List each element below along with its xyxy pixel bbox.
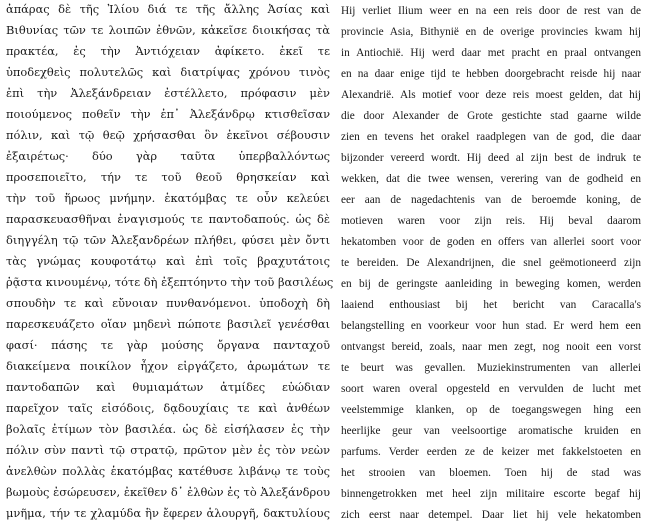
greek-text-line: ἀπάρας δὲ τῆς Ἰλίου διά τε τῆς ἄλλης Ἀσίας καὶ bbox=[6, 2, 330, 16]
dutch-text-line: ontvangst bereid, zoals, naar men zegt, nog nooit een vorst bbox=[341, 341, 641, 353]
dutch-text-line: bijzonder vereerd wordt. Hij deed al zijn best de indruk te bbox=[341, 152, 641, 164]
dutch-text-line: laaiend enthousiast bij het bericht van Caracalla's bbox=[341, 299, 641, 311]
dutch-text-line: heerlijke geur van veelsoortige aromatische kruiden en bbox=[341, 425, 641, 437]
dutch-text-line: soort waren overal opgesteld en vervulden de lucht met bbox=[341, 383, 641, 395]
dutch-text-line: wekken, dat die twee wensen, verering van de godheid en bbox=[341, 173, 641, 185]
greek-text-line: πόλιν σὺν παντὶ τῷ στρατῷ, πρῶτον μὲν ἐς τὸν νεὼν bbox=[6, 443, 330, 457]
greek-text-line: παντοδαπῶν καὶ θυμιαμάτων ἀτμίδες εὐώδιαν bbox=[6, 380, 330, 394]
greek-text-line: ποιούμενος ποθεῖν τὴν ἐπ᾽ Ἀλεξάνδρῳ κτισθεῖσαν bbox=[6, 107, 330, 121]
dutch-text-line: eer aan de nagedachtenis van de beroemde koning, de bbox=[341, 194, 641, 206]
greek-text-line: ἐπὶ τὴν Ἀλεξάνδρειαν ἐστέλλετο, πρόφασιν μὲν bbox=[6, 86, 330, 100]
dutch-text-line: parfums. Verder eerden ze de keizer met fakkelstoeten en bbox=[341, 446, 641, 458]
greek-text-line: τὴν τοῦ ἥρωος μνήμην. ἑκατόμβας τε οὖν κελεύει bbox=[6, 191, 330, 205]
dutch-text-line: en na daar enige tijd te hebben doorgebracht reisde hij naar bbox=[341, 68, 641, 80]
greek-text-line: πρακτέα, ἐς τὴν Ἀντιόχειαν ἀφίκετο. ἐκεῖ τε bbox=[6, 44, 330, 58]
greek-text-line: βολαῖς ἐτίμων τὸν βασιλέα. ὡς δὲ εἰσήλασεν ἐς τὴν bbox=[6, 422, 330, 436]
greek-text-line: ὑποδεχθεὶς πολυτελῶς καὶ διατρίψας χρόνου τινὸς bbox=[6, 65, 330, 79]
dutch-text-line: Alexandrië. Als motief voor deze reis moest gelden, dat hij bbox=[341, 89, 641, 101]
dutch-text-line: zien en tevens het orakel raadplegen van de god, die daar bbox=[341, 131, 641, 143]
greek-text-line: παρεσκευάζετο οἵαν μηδενὶ πώποτε βασιλεῖ γενέσθαι bbox=[6, 317, 330, 331]
dutch-text-line: en bij de geringste aanleiding in beweging komen, werden bbox=[341, 278, 641, 290]
greek-text-line: τὰς γνώμας κουφοτάτῳ καὶ ἐπὶ τοῖς βραχυτάτοις bbox=[6, 254, 330, 268]
greek-text-line: φασί· πάσης τε γὰρ μούσης ὄργανα πανταχοῦ bbox=[6, 338, 330, 352]
greek-text-line: παρεῖχον ταῖς εἰσόδοις, δᾳδουχίαις τε καὶ ἀνθέων bbox=[6, 401, 330, 415]
greek-text-line: ἀνελθὼν πολλὰς ἑκατόμβας κατέθυσε λιβάνῳ τε τοὺς bbox=[6, 464, 330, 478]
greek-text-line: σπουδὴν τε καὶ εὔνοιαν πυνθανόμενοι. ὑποδοχὴ δὴ bbox=[6, 296, 330, 310]
dutch-text-line: in Antiochië. Hij werd daar met pracht en praal ontvangen bbox=[341, 47, 641, 59]
dutch-text-line: belangstelling en voorkeur voor hun stad. Er werd hem een bbox=[341, 320, 641, 332]
dutch-text-line: hekatomben voor de goden en offers van allerlei soort voor bbox=[341, 236, 641, 248]
dutch-text-line: het strooien van bloemen. Toen hij de stad was bbox=[341, 467, 641, 479]
greek-text-line: παρασκευασθῆναι ἐναγισμούς τε παντοδαπούς. ὡς δὲ bbox=[6, 212, 330, 226]
dutch-text-line: motieven waren voor zijn reis. Hij beval daarom bbox=[341, 215, 641, 227]
greek-text-line: διηγγέλη τῷ τῶν Ἀλεξανδρέων πλήθει, φύσει μὲν ὄντι bbox=[6, 233, 330, 247]
dutch-text-line: binnengetrokken met heel zijn militaire escorte begaf hij bbox=[341, 488, 641, 500]
dutch-text-line: zich eerst naar detempel. Daar liet hij vele hekatomben bbox=[341, 509, 641, 521]
dutch-text-line: die door Alexander de Grote gestichte stad gaarne wilde bbox=[341, 110, 641, 122]
greek-text-line: Βιθυνίας τῶν τε λοιπῶν ἐθνῶν, κἀκεῖσε διοικήσας τὰ bbox=[6, 23, 330, 37]
greek-text-line: μνῆμα, τήν τε χλαμύδα ἣν ἔφερεν ἁλουργῆ, δακτυλίους bbox=[6, 506, 330, 520]
dutch-text-line: Hij verliet Ilium weer en na een reis door de rest van de bbox=[341, 5, 641, 17]
greek-text-line: βωμοὺς ἐσώρευσεν, ἐκεῖθεν δ᾽ ἐλθὼν ἐς τὸ Ἀλεξάνδρου bbox=[6, 485, 330, 499]
dutch-text-line: provincie Asia, Bithynië en de overige provincies kwam hij bbox=[341, 26, 641, 38]
dutch-text-line: te beurt was gevallen. Muziekinstrumenten van allerlei bbox=[341, 362, 641, 374]
dutch-text-line: veelstemmige klanken, op de toegangswegen hing een bbox=[341, 404, 641, 416]
greek-text-line: πόλιν, καὶ τῷ θεῷ χρήσασθαι ὃν ἐκεῖνοι σέβουσιν bbox=[6, 128, 330, 142]
greek-text-line: διακείμενα ποικίλον ἦχον εἰργάζετο, ἀρωμάτων τε bbox=[6, 359, 330, 373]
greek-text-line: ἐξαιρέτως· δύο γὰρ ταῦτα ὑπερβαλλόντως bbox=[6, 149, 330, 163]
dutch-text-line: te bereiden. De Alexandrijnen, die snel geëmotioneerd zijn bbox=[341, 257, 641, 269]
greek-text-line: προσεποιεῖτο, τήν τε τοῦ θεοῦ θρησκείαν καὶ bbox=[6, 170, 330, 184]
greek-text-line: ῥᾷστα κινουμένῳ, τότε δὴ ἐξεπτόηντο τὴν τοῦ βασιλέως bbox=[6, 275, 334, 289]
